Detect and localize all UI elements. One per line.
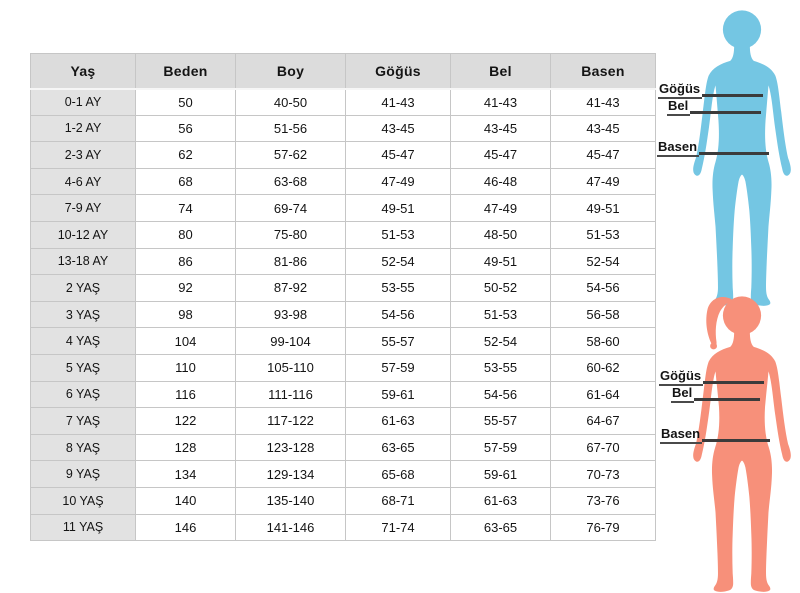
table-cell: 47-49	[551, 168, 656, 195]
table-cell: 51-53	[551, 221, 656, 248]
table-cell: 67-70	[551, 434, 656, 461]
row-label: 7-9 AY	[31, 195, 136, 222]
table-cell: 73-76	[551, 487, 656, 514]
measure-girl-hip	[660, 427, 770, 444]
table-cell: 43-45	[551, 115, 656, 142]
measure-line	[703, 381, 764, 384]
table-row	[31, 301, 656, 328]
table-row	[31, 221, 656, 248]
table-row	[31, 487, 656, 514]
table-cell: 57-62	[236, 142, 346, 169]
table-cell: 57-59	[451, 434, 551, 461]
table-cell: 122	[136, 408, 236, 435]
table-row	[31, 142, 656, 169]
table-cell: 54-56	[346, 301, 451, 328]
measure-label: Göğüs	[658, 82, 702, 99]
table-cell: 62	[136, 142, 236, 169]
table-cell: 81-86	[236, 248, 346, 275]
table-cell: 41-43	[346, 89, 451, 116]
table-cell: 43-45	[451, 115, 551, 142]
table-cell: 45-47	[346, 142, 451, 169]
table-cell: 76-79	[551, 514, 656, 541]
table-cell: 105-110	[236, 354, 346, 381]
table-cell: 49-51	[346, 195, 451, 222]
table-cell: 68	[136, 168, 236, 195]
table-cell: 51-53	[451, 301, 551, 328]
column-header: Yaş	[31, 54, 136, 89]
table-cell: 53-55	[451, 354, 551, 381]
header-row	[31, 54, 656, 89]
ponytail-curl	[710, 343, 717, 350]
measure-line	[690, 111, 761, 114]
measure-girl-chest	[659, 369, 764, 386]
table-cell: 59-61	[451, 461, 551, 488]
measure-label: Bel	[671, 386, 694, 403]
table-cell: 41-43	[451, 89, 551, 116]
table-cell: 54-56	[551, 275, 656, 302]
measure-boy-chest	[658, 82, 763, 99]
boy-figure	[687, 7, 797, 307]
measure-boy-hip	[657, 140, 769, 157]
row-label: 5 YAŞ	[31, 354, 136, 381]
table-cell: 80	[136, 221, 236, 248]
table-cell: 99-104	[236, 328, 346, 355]
table-row	[31, 248, 656, 275]
table-cell: 117-122	[236, 408, 346, 435]
table-cell: 45-47	[551, 142, 656, 169]
table-cell: 46-48	[451, 168, 551, 195]
table-row	[31, 408, 656, 435]
table-cell: 61-63	[346, 408, 451, 435]
table-cell: 129-134	[236, 461, 346, 488]
table-cell: 140	[136, 487, 236, 514]
table-cell: 49-51	[451, 248, 551, 275]
measure-label: Göğüs	[659, 369, 703, 386]
table-cell: 128	[136, 434, 236, 461]
row-label: 13-18 AY	[31, 248, 136, 275]
table-cell: 40-50	[236, 89, 346, 116]
table-cell: 68-71	[346, 487, 451, 514]
table-cell: 41-43	[551, 89, 656, 116]
table-row	[31, 328, 656, 355]
table-row	[31, 275, 656, 302]
table-row	[31, 115, 656, 142]
table-cell: 135-140	[236, 487, 346, 514]
table-cell: 71-74	[346, 514, 451, 541]
measure-boy-waist	[667, 99, 761, 116]
table-cell: 61-63	[451, 487, 551, 514]
row-label: 11 YAŞ	[31, 514, 136, 541]
measure-line	[699, 152, 769, 155]
row-label: 3 YAŞ	[31, 301, 136, 328]
row-label: 4-6 AY	[31, 168, 136, 195]
table-row	[31, 89, 656, 116]
table-cell: 58-60	[551, 328, 656, 355]
table-cell: 63-65	[346, 434, 451, 461]
row-label: 7 YAŞ	[31, 408, 136, 435]
table-cell: 55-57	[346, 328, 451, 355]
table-cell: 52-54	[346, 248, 451, 275]
table-cell: 50-52	[451, 275, 551, 302]
table-cell: 47-49	[451, 195, 551, 222]
table-cell: 43-45	[346, 115, 451, 142]
table-cell: 74	[136, 195, 236, 222]
row-label: 10 YAŞ	[31, 487, 136, 514]
body-silhouette	[693, 296, 791, 591]
table-row	[31, 461, 656, 488]
table-cell: 54-56	[451, 381, 551, 408]
column-header: Bel	[451, 54, 551, 89]
table-cell: 104	[136, 328, 236, 355]
table-cell: 64-67	[551, 408, 656, 435]
table-cell: 59-61	[346, 381, 451, 408]
table-cell: 57-59	[346, 354, 451, 381]
table-cell: 56	[136, 115, 236, 142]
table-cell: 50	[136, 89, 236, 116]
table-row	[31, 381, 656, 408]
table-row	[31, 168, 656, 195]
body-silhouette	[693, 10, 791, 305]
row-label: 9 YAŞ	[31, 461, 136, 488]
measure-girl-waist	[671, 386, 760, 403]
table-cell: 51-53	[346, 221, 451, 248]
column-header: Beden	[136, 54, 236, 89]
table-row	[31, 195, 656, 222]
table-cell: 110	[136, 354, 236, 381]
table-cell: 87-92	[236, 275, 346, 302]
row-label: 0-1 AY	[31, 89, 136, 116]
table-cell: 52-54	[551, 248, 656, 275]
table-cell: 86	[136, 248, 236, 275]
table-cell: 63-68	[236, 168, 346, 195]
table-cell: 141-146	[236, 514, 346, 541]
column-header: Basen	[551, 54, 656, 89]
table-cell: 51-56	[236, 115, 346, 142]
table-cell: 123-128	[236, 434, 346, 461]
table-row	[31, 514, 656, 541]
row-label: 2 YAŞ	[31, 275, 136, 302]
measure-label: Basen	[657, 140, 699, 157]
table-cell: 111-116	[236, 381, 346, 408]
row-label: 8 YAŞ	[31, 434, 136, 461]
row-label: 6 YAŞ	[31, 381, 136, 408]
table-cell: 75-80	[236, 221, 346, 248]
row-label: 1-2 AY	[31, 115, 136, 142]
table-cell: 70-73	[551, 461, 656, 488]
table-cell: 65-68	[346, 461, 451, 488]
table-cell: 52-54	[451, 328, 551, 355]
table-cell: 93-98	[236, 301, 346, 328]
row-label: 10-12 AY	[31, 221, 136, 248]
measure-line	[702, 439, 770, 442]
table-cell: 98	[136, 301, 236, 328]
table-cell: 56-58	[551, 301, 656, 328]
row-label: 4 YAŞ	[31, 328, 136, 355]
table-cell: 60-62	[551, 354, 656, 381]
table-cell: 69-74	[236, 195, 346, 222]
table-cell: 146	[136, 514, 236, 541]
table-cell: 45-47	[451, 142, 551, 169]
measure-label: Bel	[667, 99, 690, 116]
table-cell: 61-64	[551, 381, 656, 408]
size-table	[30, 53, 656, 541]
table-cell: 47-49	[346, 168, 451, 195]
table-cell: 55-57	[451, 408, 551, 435]
table-row	[31, 354, 656, 381]
table-cell: 53-55	[346, 275, 451, 302]
table-cell: 63-65	[451, 514, 551, 541]
row-label: 2-3 AY	[31, 142, 136, 169]
column-header: Boy	[236, 54, 346, 89]
table-cell: 116	[136, 381, 236, 408]
table-row	[31, 434, 656, 461]
table-cell: 48-50	[451, 221, 551, 248]
measure-label: Basen	[660, 427, 702, 444]
measure-line	[694, 398, 760, 401]
column-header: Göğüs	[346, 54, 451, 89]
table-cell: 134	[136, 461, 236, 488]
table-cell: 92	[136, 275, 236, 302]
table-cell: 49-51	[551, 195, 656, 222]
measure-line	[702, 94, 763, 97]
